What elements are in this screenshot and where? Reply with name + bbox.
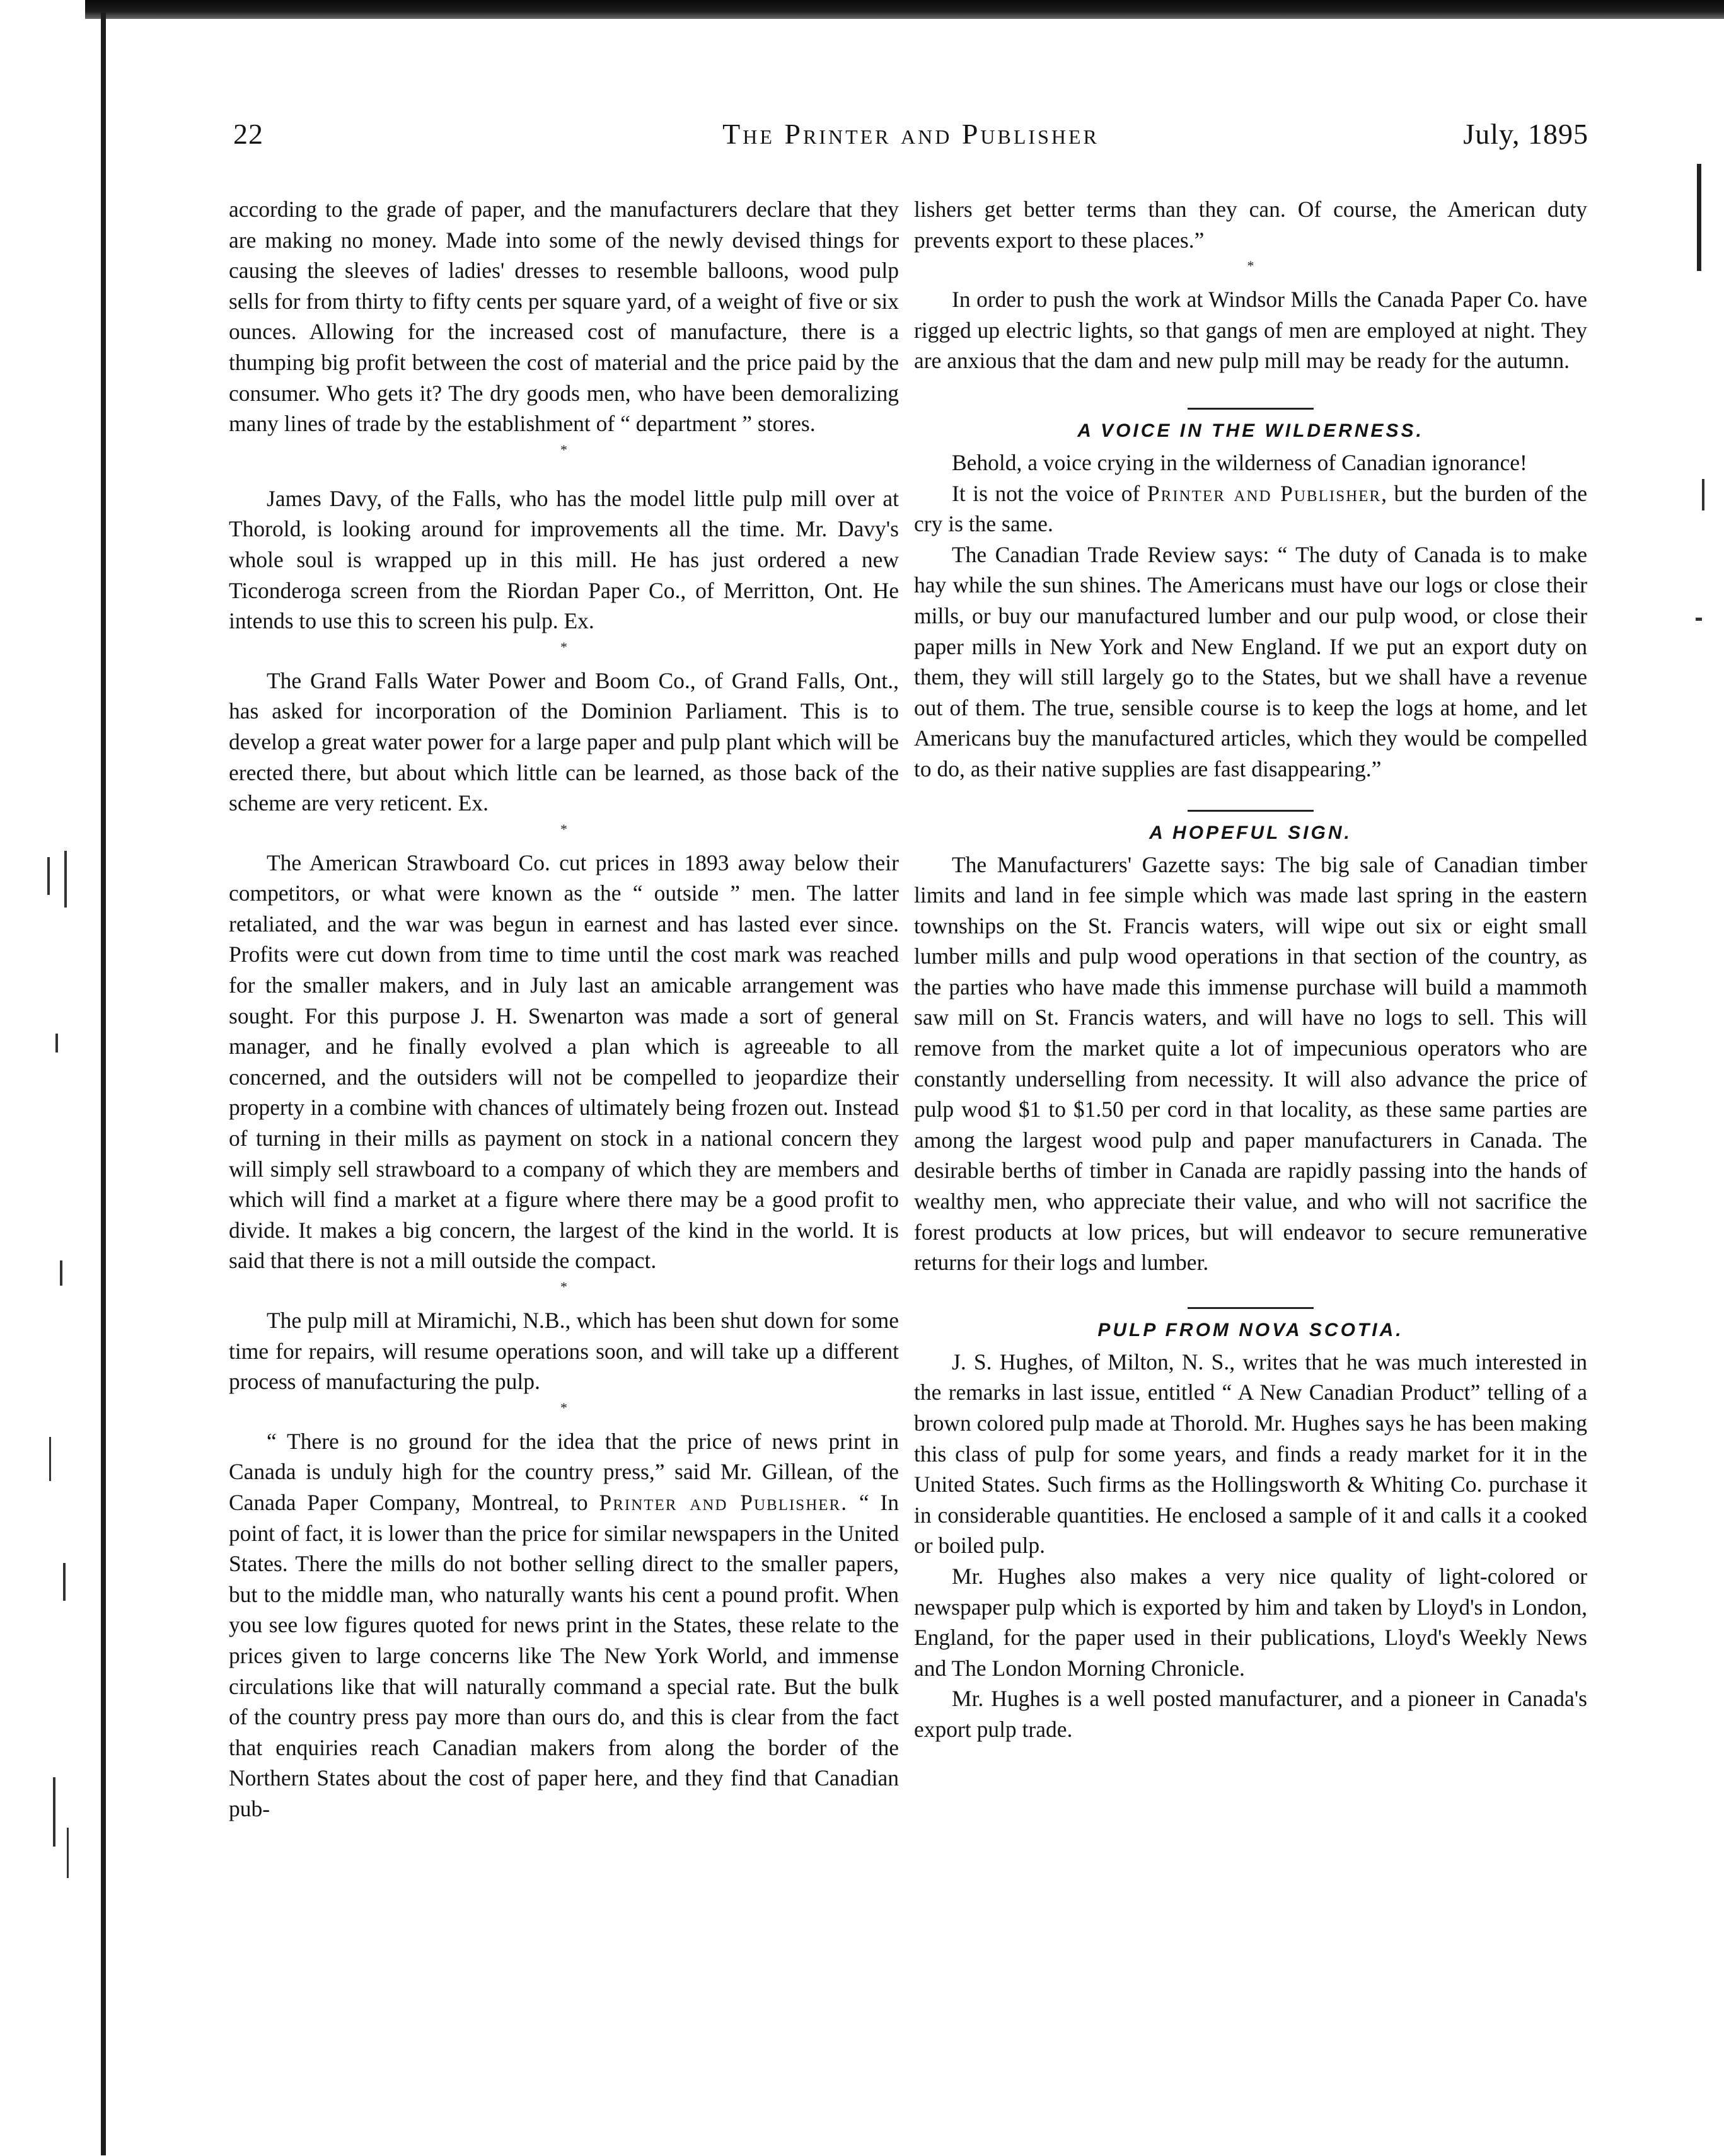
scan-speck [60,1260,62,1286]
paragraph: The pulp mill at Miramichi, N.B., which has been shut down for some time for repairs, will resume operations soon, and will take up a different process of manufacturing the pulp. [229,1308,899,1395]
paragraph-text: It is not the voice of [952,480,1147,506]
paragraph: The Manufacturers' Gazette says: The big sale of Canadian timber limits and land in fee simple which was made last spring in the eastern townships on the St. Francis waters, will wipe out six or eight small lumber mills and pulp wood operations in that section of the country, as the parties who have made this immense purchase will build a mammoth saw mill on St. Francis waters, and will have no logs to sell. This will remove from the market quite a lot of impecunious operators who are constantly underselling from necessity. It will also advance the price of pulp wood $1 to $1.50 per cord in that locality, as these same parties are among the largest wood pulp and paper manufacturers in Canada. The desirable berths of timber in Canada are rapidly passing into the hands of wealthy men, who appreciate their value, and who will not sacrifice the forest products at low prices, but will endeavor to secure remunerative returns for their logs and lumber. [914,851,1587,1276]
scan-top-border [85,0,1724,19]
paragraph: lishers get better terms than they can. Of course, the American duty prevents export to these places.” [914,197,1587,253]
paragraph: J. S. Hughes, of Milton, N. S., writes that he was much interested in the remarks in last issue, entitled “ A New Canadian Product” telling of a brown colored pulp made at Thorold. Mr. Hughes says he has been making this class of pulp for some years, and finds a ready market for it in the United States. Such firms as the Hollingsworth & Whiting Co. purchase it in considerable quantities. He enclosed a sample of it and calls it a cooked or boiled pulp. [914,1349,1587,1559]
section-heading: A VOICE IN THE WILDERNESS. [1077,420,1424,441]
page-header [233,117,1588,161]
paragraph: Mr. Hughes is a well posted manufacturer, and a pioneer in Canada's export pulp trade. [914,1686,1587,1742]
scan-speck [49,1437,51,1481]
scan-speck [1696,618,1702,621]
section-rule [1188,408,1314,410]
section-heading: PULP FROM NOVA SCOTIA. [1097,1319,1404,1340]
paragraph-text: “ There is no ground for the idea that the price of news print in Canada is unduly high for the country press,” said Mr. Gillean, of the Canada Paper Company, Montreal, to [229,1428,899,1515]
separator-star: * [560,1399,567,1415]
right-column [914,194,1587,2053]
paragraph [229,1426,899,1825]
section-heading: A HOPEFUL SIGN. [1149,822,1352,843]
separator-star: * [560,821,567,837]
scan-speck [55,1034,58,1052]
section-rule [1188,1307,1314,1309]
scan-speck [64,851,67,908]
scan-speck [63,1563,66,1601]
scan-speck [53,1777,55,1847]
separator-star: * [560,1279,567,1294]
paragraph: The Grand Falls Water Power and Boom Co., of Grand Falls, Ont., has asked for incorporation of the Dominion Parliament. This is to develop a great water power for a large paper and pulp plant which will be erected there, but about which little can be learned, as those back of the scheme are very reticent. Ex. [229,667,899,816]
paragraph-text: “ In point of fact, it is lower than the price for similar newspapers in the United States. There the mills do not bother selling direct to the smaller papers, but to the middle man, who naturally wants his cent a pound profit. When you see low figures quoted for news print in the States, these relate to the prices given to large concerns like The New York World, and immense circulations like that will naturally command a special rate. But the bulk of the country press pay more than ours do, and this is clear from the fact that enquiries reach Canadian makers from along the border of the Northern States about the cost of paper here, and they find that Canadian pub- [229,1489,899,1821]
scan-speck [67,1828,69,1878]
left-column [229,194,899,1997]
paragraph: The Canadian Trade Review says: “ The duty of Canada is to make hay while the sun shines. The Americans must have our logs or close their mills, or buy our manufactured lumber and our pulp wood, or close their paper mills in New York and New England. If we put an export duty on them, they will still largely go to the States, but we shall have a revenue out of them. The true, sensible course is to keep the logs at home, and let Americans buy the manufactured articles, which they would be compelled to do, as their native supplies are fast disappearing.” [914,541,1587,781]
separator-star: * [560,441,567,458]
paragraph-text: , but the burden of the cry is the same. [914,480,1588,537]
separator-star: * [560,638,567,655]
paragraph: In order to push the work at Windsor Mills the Canada Paper Co. have rigged up electric lights, so that gangs of men are employed at night. They are anxious that the dam and new pulp mill may be ready for the autumn. [914,287,1587,374]
section-rule [1188,810,1314,812]
paragraph: according to the grade of paper, and the manufacturers declare that they are making no money. Made into some of the newly devised things for causing the sleeves of ladies' dresses to resemble balloons, wood pulp sells for from thirty to fifty cents per square yard, of a weight of five or six ounces. Allowing for the increased cost of manufacture, there is a thumping big profit between the cost of material and the price paid by the consumer. Who gets it? The dry goods men, who have been demoralizing many lines of trade by the establishment of “ department ” stores. [229,197,899,437]
scan-left-border [101,13,106,2155]
paragraph: The American Strawboard Co. cut prices in 1893 away below their competitors, or what were known as the “ outside ” men. The latter retaliated, and the war was begun in earnest and has lasted ever since. Profits were cut down from time to time until the cost mark was reached for the smaller makers, and in July last an amicable arrangement was sought. For this purpose J. H. Swenarton was made a sort of general manager, and he finally evolved a plan which is agreeable to all concerned, and the outsiders will not be compelled to jeopardize their property in a combine with chances of ultimately being frozen out. Instead of turning in their mills as payment on stock in a national concern they will simply sell strawboard to a company of which they are members and which will find a market at a figure where there may be a good profit to divide. It makes a big concern, the largest of the kind in the world. It is said that there is not a mill outside the compact. [229,850,899,1274]
separator-star: * [1247,258,1254,274]
page-number: 22 [233,118,263,150]
paragraph: James Davy, of the Falls, who has the model little pulp mill over at Thorold, is looking around for improvements all the time. Mr. Davy's whole soul is wrapped up in this mill. He has just ordered a new Ticonderoga screen from the Riordan Paper Co., of Merritton, Ont. He intends to use this to screen his pulp. Ex. [229,485,899,634]
issue-date: July, 1895 [1463,118,1588,150]
paragraph: Mr. Hughes also makes a very nice quality of light-colored or newspaper pulp which is exported by him and taken by Lloyd's in London, England, for the paper used in their publications, Lloyd's Weekly News and The London Morning Chronicle. [914,1563,1587,1681]
scan-right-mark [1697,164,1701,271]
scan-speck [47,857,50,895]
publication-name: Printer and Publisher [1147,480,1382,506]
paragraph [914,478,1587,539]
publication-name: Printer and Publisher. [599,1489,848,1515]
publication-title: The Printer and Publisher [722,118,1099,150]
scan-speck [1702,479,1704,510]
paragraph: Behold, a voice crying in the wilderness of Canadian ignorance! [952,449,1527,475]
